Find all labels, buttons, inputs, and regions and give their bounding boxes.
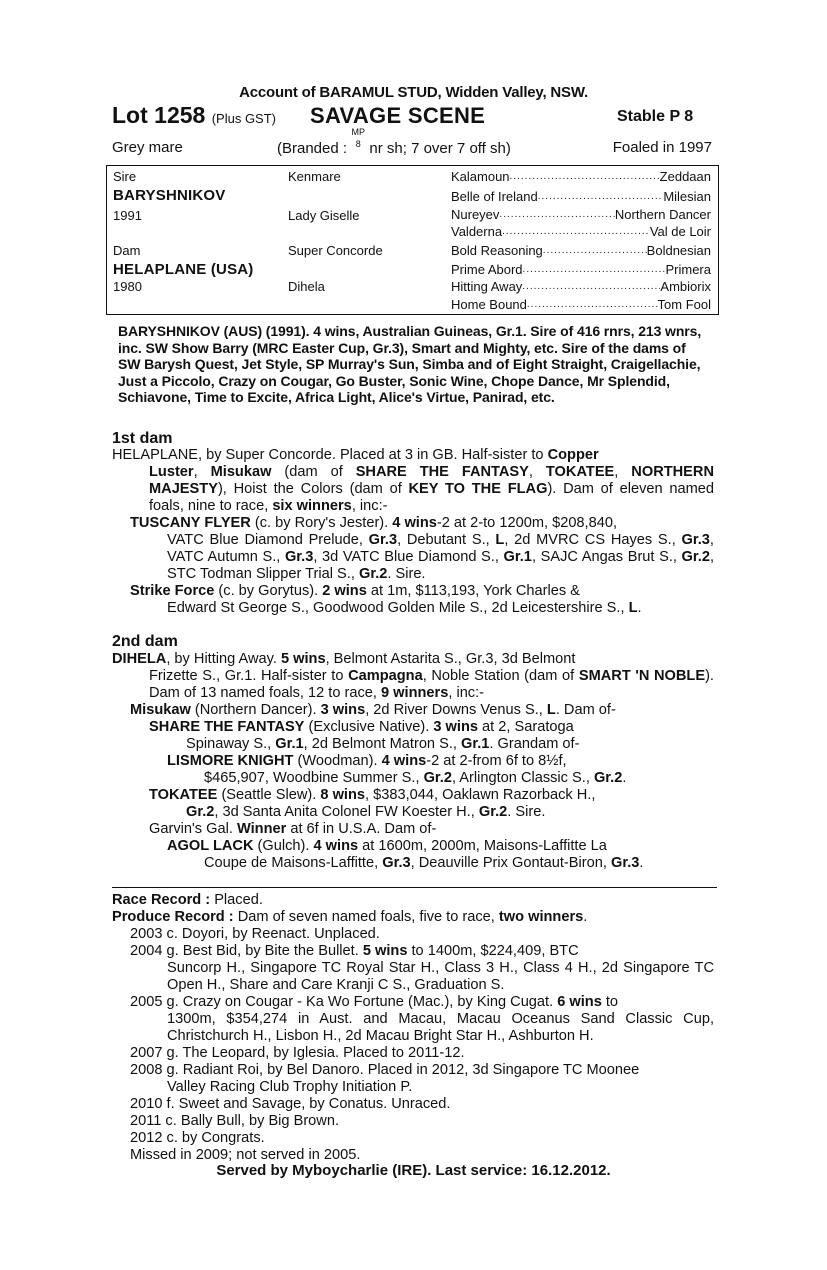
produce-missed: Missed in 2009; not served in 2005. <box>130 1147 361 1163</box>
ped-g3-row <box>451 189 711 204</box>
brand-info <box>277 127 511 157</box>
first-dam-paragraph: HELAPLANE, by Super Concorde. Placed at 3 in GB. Half-sister to Copper <box>112 447 599 463</box>
lot-number <box>112 102 276 129</box>
ped-g3-row <box>451 224 711 239</box>
ped-g3-name: Bold Reasoning <box>451 243 543 258</box>
ped-g3-sire: Milesian <box>663 189 711 204</box>
ped-g3-row <box>451 262 711 277</box>
produce-2007: 2007 g. The Leopard, by Iglesia. Placed to 2011-12. <box>130 1045 465 1061</box>
served-by: Served by Myboycharlie (IRE). Last service: 16.12.2012. <box>216 1162 611 1179</box>
horse-description: Grey mare <box>112 139 183 156</box>
dam-sire: Super Concorde <box>288 243 383 258</box>
produce-record <box>112 909 714 926</box>
sire-summary: BARYSHNIKOV (AUS) (1991). 4 wins, Australian Guineas, Gr.1. Sire of 416 rnrs, 213 wnrs, inc. SW Show Barry (MRC Easter Cup, Gr.3), Smart and Mighty, etc. Sire of the dams of SW Barysh Quest, Jet Style, SP Murray's Sun, Simba and of Eight Straight, Craigellachie, Just a Piccolo, Crazy on Cougar, Go Buster, Sonic Wine, Chope Dance, Mr Splendid, Schiavone, Time to Excite, Africa Light, Alice's Virtue, Panirad, etc. <box>118 323 702 406</box>
progeny-tokatee-cont: Gr.2, 3d Santa Anita Colonel FW Koester H., Gr.2. Sire. <box>186 804 546 820</box>
progeny-tuscany-flyer-cont: VATC Blue Diamond Prelude, Gr.3, Debutant S., L, 2d MVRC CS Hayes S., Gr.3, VATC Autumn S., Gr.3, 3d VATC Blue Diamond S., Gr.1, SAJC Angas Brut S., Gr.2, STC Todman Slipper Trial S., Gr.2. Sire. <box>167 532 715 582</box>
ped-g3-name: Kalamoun <box>451 169 510 184</box>
produce-2005-cont: 1300m, $354,274 in Aust. and Macau, Macau Oceanus Sand Classic Cup, Christchurch H., Lisbon H., 2d Macau Bright Star H., Ashburton H. <box>167 1011 714 1044</box>
section-divider <box>112 887 717 888</box>
sire-name: BARYSHNIKOV <box>113 187 226 204</box>
ped-g3-row <box>451 207 711 222</box>
produce-2010: 2010 f. Sweet and Savage, by Conatus. Unraced. <box>130 1096 451 1112</box>
progeny-share-the-fantasy-cont: Spinaway S., Gr.1, 2d Belmont Matron S., Gr.1. Grandam of- <box>186 736 580 752</box>
dam-label: Dam <box>113 243 141 258</box>
ped-g3-name: Valderna <box>451 224 503 239</box>
progeny-share-the-fantasy: SHARE THE FANTASY (Exclusive Native). 3 wins at 2, Saratoga <box>149 719 574 735</box>
ped-g3-sire: Northern Dancer <box>614 207 711 222</box>
first-dam-paragraph-cont: Luster, Misukaw (dam of SHARE THE FANTASY, TOKATEE, NORTHERN MAJESTY), Hoist the Colors (dam of KEY TO THE FLAG). Dam of eleven named foals, nine to race, six winners, inc:- <box>149 464 714 514</box>
dam-year: 1980 <box>113 279 142 294</box>
foaled-year: Foaled in 1997 <box>612 139 712 156</box>
sire-sire: Kenmare <box>288 169 341 184</box>
ped-g3-row <box>451 169 711 184</box>
pedigree-table <box>106 165 719 315</box>
produce-2004: 2004 g. Best Bid, by Bite the Bullet. 5 wins to 1400m, $224,409, BTC <box>130 943 579 959</box>
ped-g3-sire: Ambiorix <box>660 279 711 294</box>
consignor-line: Account of BARAMUL STUD, Widden Valley, NSW. <box>239 84 588 101</box>
produce-2003: 2003 c. Doyori, by Reenact. Unplaced. <box>130 926 380 942</box>
progeny-agol-lack-cont: Coupe de Maisons-Laffitte, Gr.3, Deauville Prix Gontaut-Biron, Gr.3. <box>204 855 644 871</box>
ped-g3-sire: Zeddaan <box>659 169 711 184</box>
second-dam-paragraph: DIHELA, by Hitting Away. 5 wins, Belmont Astarita S., Gr.3, 3d Belmont <box>112 651 576 667</box>
produce-2008-cont: Valley Racing Club Trophy Initiation P. <box>167 1079 413 1095</box>
ped-g3-sire: Boldnesian <box>646 243 711 258</box>
brand-bottom: 8 <box>355 139 361 149</box>
progeny-strike-force-cont: Edward St George S., Goodwood Golden Mile S., 2d Leicestershire S., L. <box>167 600 642 616</box>
brand-prefix: (Branded : <box>277 140 348 157</box>
produce-record-end: . <box>583 909 588 925</box>
produce-2005: 2005 g. Crazy on Cougar - Ka Wo Fortune (Mac.), by King Cugat. 6 wins to <box>130 994 619 1010</box>
ped-g3-sire: Primera <box>665 262 711 277</box>
sire-dam: Lady Giselle <box>288 208 360 223</box>
produce-record-label: Produce Record : <box>112 909 234 925</box>
ped-g3-sire: Val de Loir <box>649 224 711 239</box>
plus-gst: (Plus GST) <box>211 111 277 126</box>
dam-dam: Dihela <box>288 279 325 294</box>
second-dam-paragraph-cont: Frizette S., Gr.1. Half-sister to Campagna, Noble Station (dam of SMART 'N NOBLE). Dam of 13 named foals, 12 to race, 9 winners, inc:- <box>149 668 714 701</box>
ped-g3-name: Prime Abord <box>451 262 523 277</box>
ped-g3-name: Belle of Ireland <box>451 189 538 204</box>
progeny-lismore-knight: LISMORE KNIGHT (Woodman). 4 wins-2 at 2-from 6f to 8½f, <box>167 753 567 769</box>
progeny-lismore-knight-cont: $465,907, Woodbine Summer S., Gr.2, Arlington Classic S., Gr.2. <box>204 770 627 786</box>
horse-name: SAVAGE SCENE <box>310 103 486 128</box>
progeny-tokatee: TOKATEE (Seattle Slew). 8 wins, $383,044, Oaklawn Razorback H., <box>149 787 596 803</box>
progeny-tuscany-flyer: TUSCANY FLYER (c. by Rory's Jester). 4 wins-2 at 2-to 1200m, $208,840, <box>130 515 618 531</box>
race-record-text: Placed. <box>214 892 263 908</box>
first-dam-heading: 1st dam <box>112 430 173 447</box>
produce-2011: 2011 c. Bally Bull, by Big Brown. <box>130 1113 340 1129</box>
second-dam-heading: 2nd dam <box>112 633 178 650</box>
race-record <box>112 892 714 909</box>
ped-g3-name: Hitting Away <box>451 279 523 294</box>
brand-suffix: nr sh; 7 over 7 off sh) <box>369 140 511 157</box>
stable: Stable P 8 <box>617 108 694 125</box>
progeny-misukaw: Misukaw (Northern Dancer). 3 wins, 2d River Downs Venus S., L. Dam of- <box>130 702 616 718</box>
produce-2004-cont: Suncorp H., Singapore TC Royal Star H., Class 3 H., Class 4 H., 2d Singapore TC Open H., Share and Care Kranji C S., Graduation S. <box>167 960 714 993</box>
produce-2008: 2008 g. Radiant Roi, by Bel Danoro. Placed in 2012, 3d Singapore TC Moonee <box>130 1062 640 1078</box>
sire-label: Sire <box>113 169 137 184</box>
ped-g3-name: Home Bound <box>451 297 527 312</box>
brand-mark <box>351 127 365 153</box>
produce-record-bold: two winners <box>498 909 584 925</box>
ped-g3-name: Nureyev <box>451 207 500 222</box>
progeny-agol-lack: AGOL LACK (Gulch). 4 wins at 1600m, 2000m, Maisons-Laffitte La <box>167 838 607 854</box>
ped-g3-row <box>451 243 711 258</box>
sire-year: 1991 <box>113 208 142 223</box>
ped-g3-sire: Tom Fool <box>657 297 711 312</box>
race-record-label: Race Record : <box>112 892 211 908</box>
produce-2012: 2012 c. by Congrats. <box>130 1130 265 1146</box>
dam-name: HELAPLANE (USA) <box>113 261 254 278</box>
ped-g3-row <box>451 297 711 312</box>
lot-label: Lot 1258 <box>112 102 206 128</box>
produce-record-text: Dam of seven named foals, five to race, <box>237 909 495 925</box>
progeny-garvins-gal: Garvin's Gal. Winner at 6f in U.S.A. Dam of- <box>149 821 437 837</box>
brand-top: MP <box>351 127 365 137</box>
progeny-strike-force: Strike Force (c. by Gorytus). 2 wins at 1m, $113,193, York Charles & <box>130 583 580 599</box>
ped-g3-row <box>451 279 711 294</box>
